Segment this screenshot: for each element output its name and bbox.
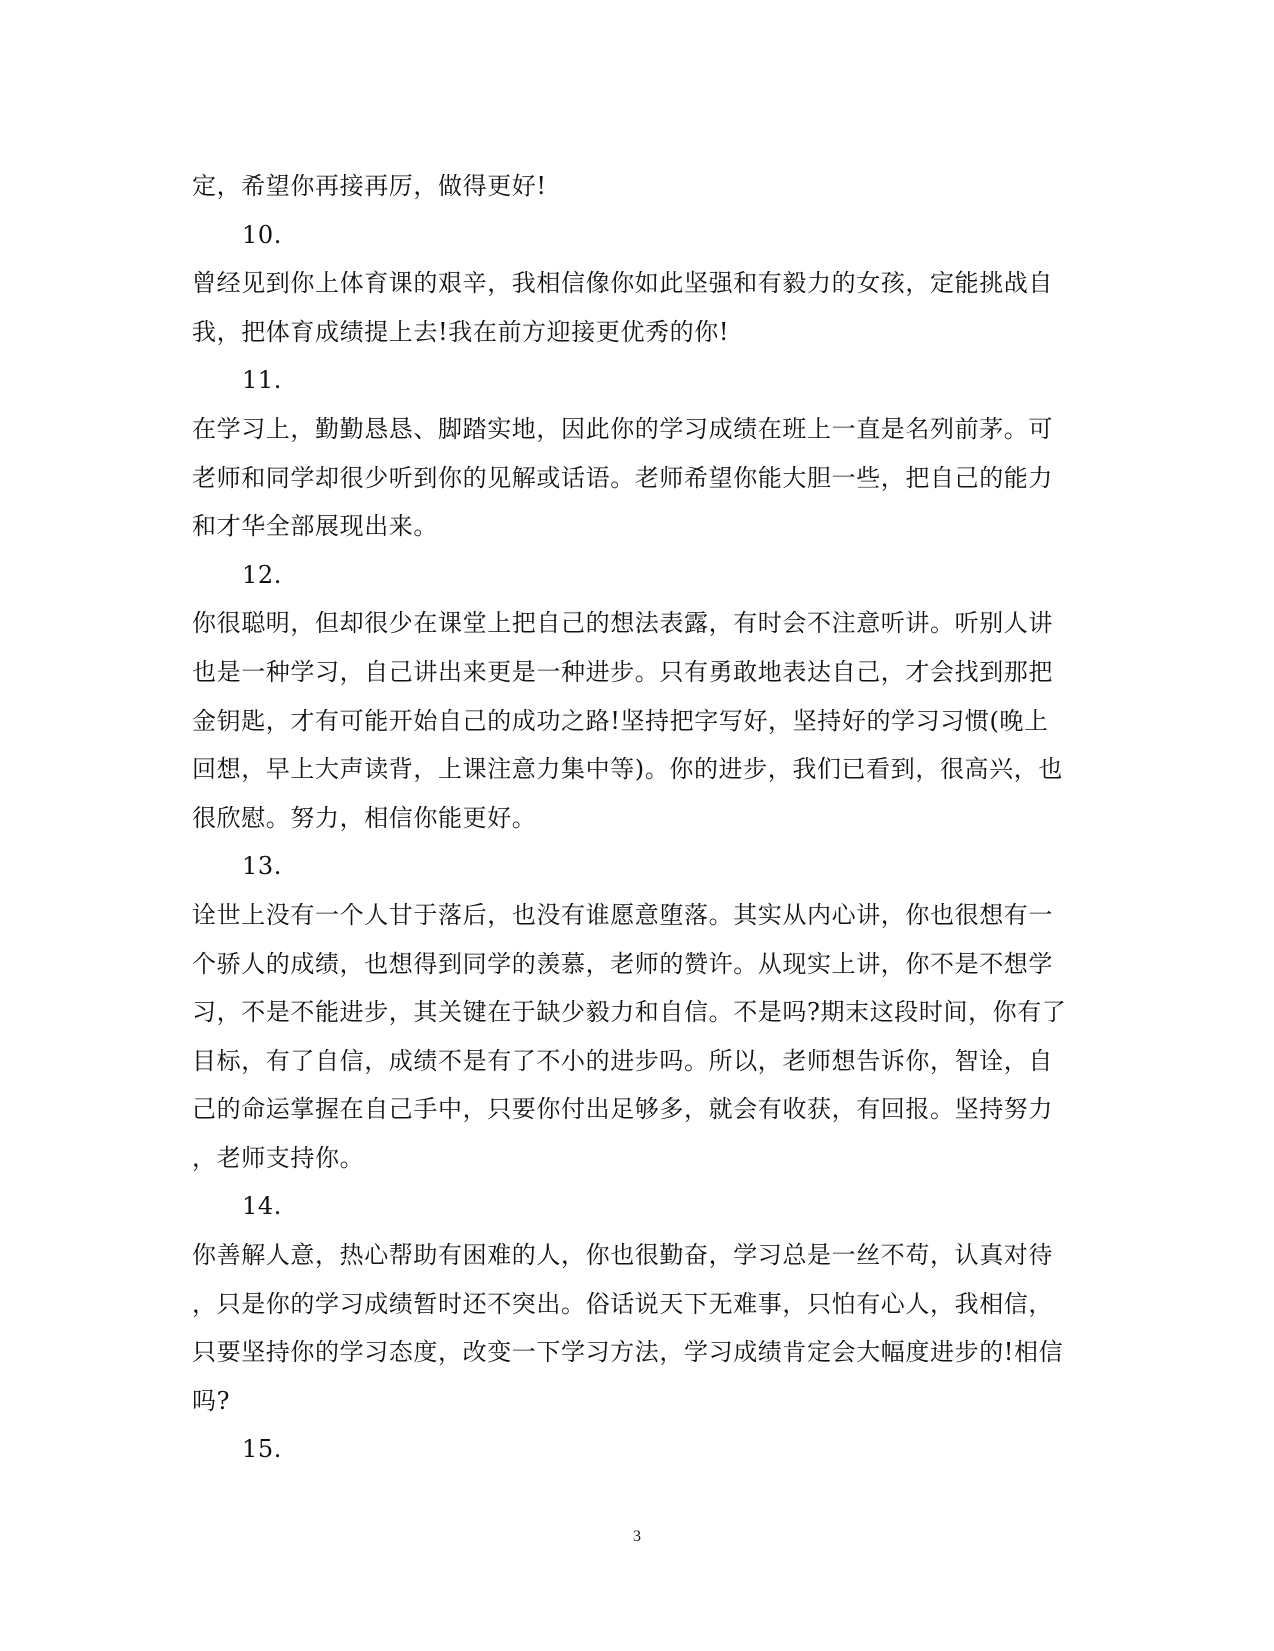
text-line: ，只是你的学习成绩暂时还不突出。俗话说天下无难事，只怕有心人，我相信， [192,1289,1053,1318]
item-number: 13. [242,852,282,881]
text-line: 己的命运掌握在自己手中，只要你付出足够多，就会有收获，有回报。坚持努力 [192,1095,1053,1124]
body-text [192,162,1092,1474]
item-number: 15. [242,1435,282,1464]
text-line: 在学习上，勤勤恳恳、脚踏实地，因此你的学习成绩在班上一直是名列前茅。可 [192,414,1053,443]
text-line: 定，希望你再接再厉，做得更好! [192,172,547,200]
text-line: 也是一种学习，自己讲出来更是一种进步。只有勇敢地表达自己，才会找到那把 [192,657,1053,686]
text-line: 个骄人的成绩，也想得到同学的羡慕，老师的赞许。从现实上讲，你不是不想学 [192,949,1053,978]
text-line: 只要坚持你的学习态度，改变一下学习方法，学习成绩肯定会大幅度进步的!相信 [192,1338,1064,1367]
item-number: 10. [242,220,282,249]
text-line: 你善解人意，热心帮助有困难的人，你也很勤奋，学习总是一丝不苟，认真对待 [192,1241,1053,1270]
text-line: 目标，有了自信，成绩不是有了不小的进步吗。所以，老师想告诉你，智诠，自 [192,1046,1053,1075]
page-number: 3 [633,1528,641,1545]
item-number: 14. [242,1192,282,1221]
text-line: 你很聪明，但却很少在课堂上把自己的想法表露，有时会不注意听讲。听别人讲 [192,609,1053,638]
item-number: 12. [242,560,282,589]
text-line: 曾经见到你上体育课的艰辛，我相信像你如此坚强和有毅力的女孩，定能挑战自 [192,269,1053,298]
text-line: 我，把体育成绩提上去!我在前方迎接更优秀的你! [192,317,730,346]
text-line: 习，不是不能进步，其关键在于缺少毅力和自信。不是吗?期末这段时间，你有了 [192,998,1067,1027]
text-line: ，老师支持你。 [192,1143,365,1172]
text-line: 吗? [192,1386,231,1415]
text-line: 回想，早上大声读背，上课注意力集中等)。你的进步，我们已看到，很高兴，也 [192,755,1063,784]
text-line: 老师和同学却很少听到你的见解或话语。老师希望你能大胆一些，把自己的能力 [192,463,1053,492]
text-line: 和才华全部展现出来。 [192,512,438,541]
text-line: 很欣慰。努力，相信你能更好。 [192,803,537,832]
text-line: 金钥匙，才有可能开始自己的成功之路!坚持把字写好，坚持好的学习习惯(晚上 [192,706,1049,735]
item-number: 11. [242,366,282,395]
text-line: 诠世上没有一个人甘于落后，也没有谁愿意堕落。其实从内心讲，你也很想有一 [192,900,1053,929]
